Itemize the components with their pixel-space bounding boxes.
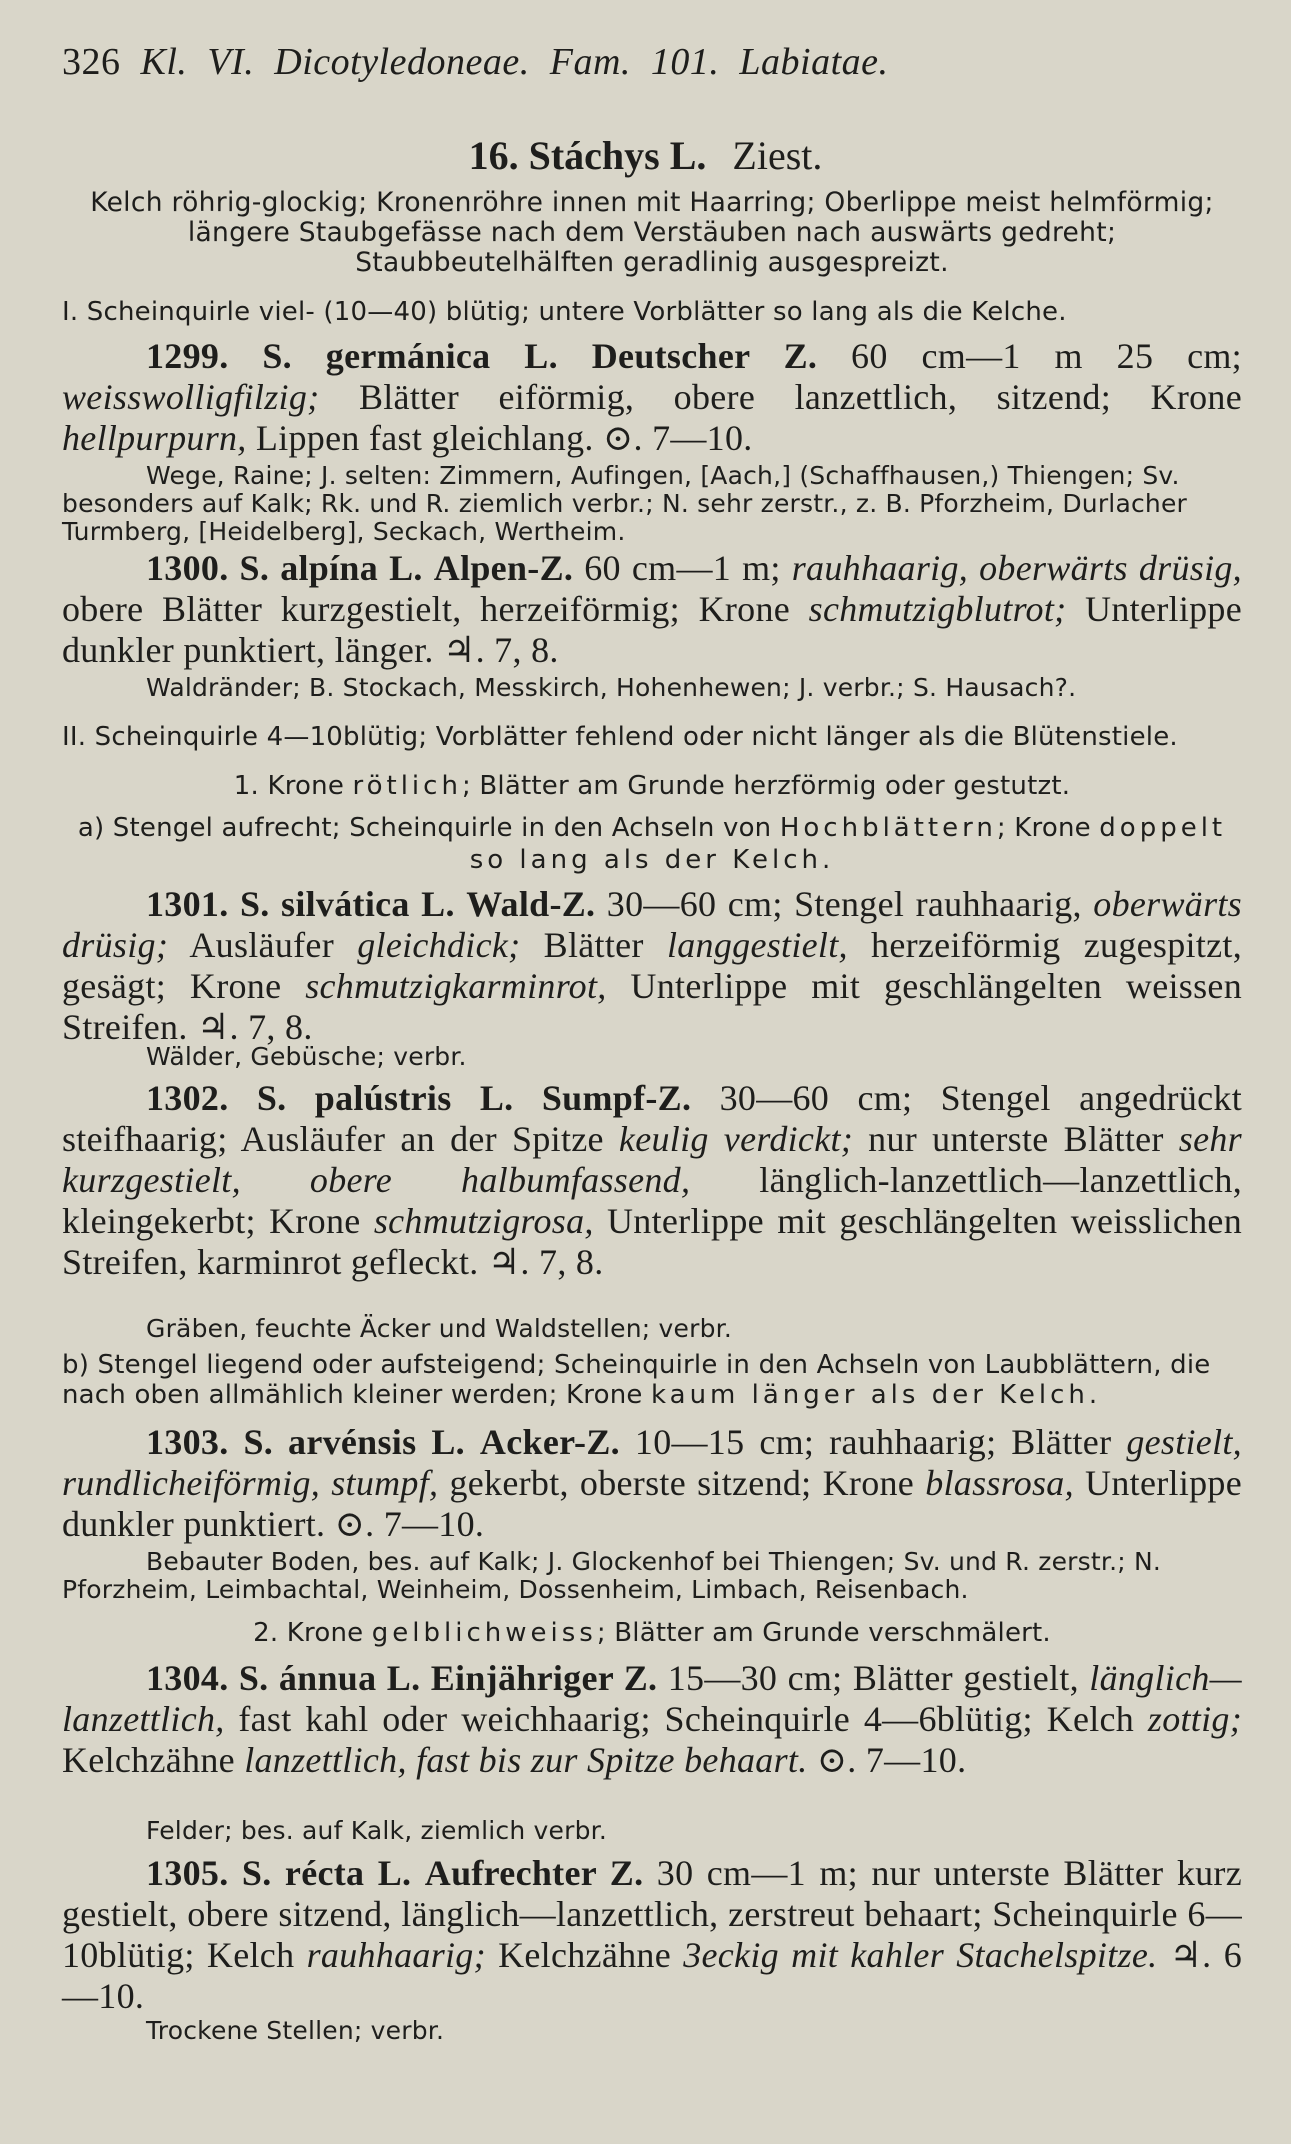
key-text: 2. Krone [253, 1618, 372, 1648]
species-italic: länglich—lanzettlich, [62, 1658, 1242, 1739]
species-italic: schmutzigblutrot; [808, 589, 1067, 629]
species-number: 1302. [146, 1078, 229, 1118]
species-text: Blätter eiförmig, obere lanzettlich, sitzend; Krone [319, 377, 1242, 417]
species-number: 1305. [146, 1853, 229, 1893]
species-italic: keulig verdickt; [618, 1119, 854, 1159]
species-text: 10—15 cm; rauhhaarig; Blätter [619, 1422, 1127, 1462]
species-italic: 3eckig mit kahler Stachelspitze. [683, 1935, 1158, 1975]
subclass-label: Dicotyledoneae. [274, 41, 530, 83]
genus-name: Stáchys L. [528, 133, 707, 178]
species-german-name: Alpen-Z. [433, 548, 574, 588]
species-1305 [62, 1853, 1242, 2017]
species-german-name: Aufrechter Z. [424, 1853, 644, 1893]
key-II-1b [62, 1350, 1242, 1410]
locality-text: Wege, Raine; J. selten: Zimmern, Aufingen, [Aach,] (Schaffhausen,) Thiengen; Sv. besonders auf Kalk; Rk. und R. ziemlich verbr.; N. sehr zerstr., z. B. Pforzheim, Durlacher Turmberg, [Heidelberg], Seckach, Wertheim. [62, 461, 1188, 546]
key-text: ; Blätter am Grunde herzförmig oder gestutzt. [461, 771, 1071, 801]
locality-1299 [62, 462, 1242, 546]
species-name: S. ánnua L. [238, 1658, 421, 1698]
species-text: ♃. 6—10. [62, 1935, 1242, 2016]
species-text: Kelchzähne [62, 1740, 245, 1780]
genus-description: Kelch röhrig-glockig; Kronenröhre innen mit Haarring; Oberlippe meist helmförmig; längere Staubgefässe nach dem Verstäuben nach auswärts gedreht; Staubbeutelhälften geradlinig ausgespreizt. [90, 187, 1214, 278]
species-text: Lippen fast gleichlang. ⊙. 7—10. [246, 418, 753, 458]
locality-1301: Wälder, Gebüsche; verbr. [146, 1042, 467, 1071]
species-italic: schmutzigkarminrot, [305, 966, 607, 1006]
species-name: S. palústris L. [256, 1078, 514, 1118]
species-german-name: Deutscher Z. [591, 336, 818, 376]
species-italic: rauhhaarig; [306, 1935, 486, 1975]
locality-1305: Trockene Stellen; verbr. [146, 2016, 445, 2045]
class-label: Kl. VI. [140, 41, 255, 83]
species-text: 60 cm—1 m; [573, 548, 792, 588]
species-text: Ausläufer [168, 925, 358, 965]
species-italic: lanzettlich, fast bis zur Spitze behaart. [244, 1740, 808, 1780]
genus-german-name: Ziest. [732, 133, 823, 178]
page-number: 326 [62, 41, 121, 83]
species-text: Unterlippe mit geschlängelten weisslichen Streifen, karminrot gefleckt. ♃. 7, 8. [62, 1201, 1242, 1282]
locality-text: Bebauter Boden, bes. auf Kalk; J. Glockenhof bei Thiengen; Sv. und R. zerstr.; N. Pforzheim, Leimbachtal, Weinheim, Dossenheim, Limbach, Reisenbach. [62, 1547, 1162, 1604]
key-II: II. Scheinquirle 4—10blütig; Vorblätter fehlend oder nicht länger als die Blütenstiele. [62, 722, 1178, 752]
species-italic: schmutzigrosa, [373, 1201, 594, 1241]
species-text: 60 cm—1 m 25 cm; [817, 336, 1242, 376]
species-italic: oberwärts drüsig; [62, 884, 1242, 965]
species-text: länglich-lanzettlich—lanzettlich, kleingekerbt; Krone [62, 1160, 1242, 1241]
species-italic: blassrosa, [925, 1463, 1074, 1503]
species-text: Blätter [520, 925, 667, 965]
genus-heading [0, 132, 1291, 180]
species-number: 1300. [146, 548, 229, 588]
key-text: b) Stengel liegend oder aufsteigend; Scheinquirle in den Achseln von Laubblättern, die nach oben allmählich kleiner werden; Krone [62, 1350, 1211, 1410]
species-text: fast kahl oder weichhaarig; Scheinquirle 4—6blütig; Kelch [224, 1699, 1148, 1739]
species-1300 [62, 548, 1242, 671]
species-german-name: Einjähriger Z. [430, 1658, 658, 1698]
species-name: S. silvática L. [239, 884, 455, 924]
key-II-1 [62, 770, 1242, 802]
key-spaced-text: rötlich [352, 771, 462, 801]
species-name: S. arvénsis L. [243, 1422, 465, 1462]
species-number: 1304. [146, 1658, 229, 1698]
key-text: ; Blätter am Grunde verschmälert. [596, 1618, 1051, 1648]
species-text: ⊙. 7—10. [807, 1740, 967, 1780]
key-spaced-text: kaum länger als der Kelch. [651, 1380, 1102, 1410]
species-text: 30—60 cm; Stengel angedrückt steifhaarig; Ausläufer an der Spitze [62, 1078, 1242, 1159]
key-spaced-text: Hochblättern [779, 813, 997, 843]
species-italic: gleichdick; [357, 925, 521, 965]
key-spaced-text: gelblichweiss [371, 1618, 597, 1648]
species-italic: sehr kurzgestielt, obere halbumfassend, [62, 1119, 1242, 1200]
species-italic: langgestielt, [666, 925, 848, 965]
species-italic: rauhhaarig, oberwärts drüsig, [791, 548, 1242, 588]
locality-1304: Felder; bes. auf Kalk, ziemlich verbr. [146, 1816, 607, 1845]
species-text: 15—30 cm; Blätter gestielt, [657, 1658, 1090, 1698]
species-name: S. récta L. [241, 1853, 412, 1893]
species-number: 1301. [146, 884, 229, 924]
species-text: Unterlippe mit geschlängelten weissen Streifen. ♃. 7, 8. [62, 966, 1242, 1047]
species-text: Kelchzähne [485, 1935, 684, 1975]
key-text: ; Krone [996, 813, 1100, 843]
species-1302 [62, 1078, 1242, 1283]
species-1304 [62, 1658, 1242, 1781]
species-text: Unterlippe dunkler punktiert, länger. ♃. 7, 8. [62, 589, 1243, 670]
locality-1302: Gräben, feuchte Äcker und Waldstellen; verbr. [146, 1314, 733, 1343]
key-text: a) Stengel aufrecht; Scheinquirle in den Achseln von [77, 813, 780, 843]
species-text: Unterlippe dunkler punktiert. ⊙. 7—10. [62, 1463, 1242, 1544]
species-1299 [62, 336, 1242, 459]
species-german-name: Wald-Z. [466, 884, 596, 924]
key-II-1a [62, 812, 1242, 876]
key-spaced-text: doppelt so lang als der Kelch. [469, 813, 1227, 875]
species-italic: hellpurpurn, [62, 418, 247, 458]
species-text: 30 cm—1 m; nur unterste Blätter kurz gestielt, obere sitzend, länglich—lanzettlich, zerstreut behaart; Scheinquirle 6—10blütig; Kelch [62, 1853, 1242, 1975]
running-header [62, 38, 1232, 86]
species-text: gekerbt, oberste sitzend; Krone [438, 1463, 926, 1503]
key-text: 1. Krone [233, 771, 353, 801]
species-1301 [62, 884, 1242, 1048]
key-II-2 [62, 1617, 1242, 1649]
key-I: I. Scheinquirle viel- (10—40) blütig; untere Vorblätter so lang als die Kelche. [62, 297, 1067, 327]
species-name: S. germánica L. [262, 336, 558, 376]
species-1303 [62, 1422, 1242, 1545]
family-number: Fam. 101. [549, 41, 720, 83]
species-text: 30—60 cm; Stengel rauhhaarig, [595, 884, 1094, 924]
species-text: obere Blätter kurzgestielt, herzeiförmig; Krone [62, 589, 809, 629]
species-text: herzeiförmig zugespitzt, gesägt; Krone [62, 925, 1243, 1006]
species-german-name: Sumpf-Z. [541, 1078, 692, 1118]
locality-1300: Waldränder; B. Stockach, Messkirch, Hohenhewen; J. verbr.; S. Hausach?. [146, 673, 1077, 702]
species-italic: gestielt, rundlicheiförmig, stumpf, [62, 1422, 1242, 1503]
species-italic: weisswolligfilzig; [62, 377, 320, 417]
family-name: Labiatae. [739, 41, 889, 83]
locality-1303 [62, 1548, 1242, 1604]
species-name: S. alpína L. [239, 548, 423, 588]
species-italic: zottig; [1147, 1699, 1242, 1739]
species-number: 1303. [146, 1422, 229, 1462]
genus-number: 16. [468, 133, 519, 178]
species-text: nur unterste Blätter [853, 1119, 1179, 1159]
species-german-name: Acker-Z. [479, 1422, 620, 1462]
species-number: 1299. [146, 336, 229, 376]
